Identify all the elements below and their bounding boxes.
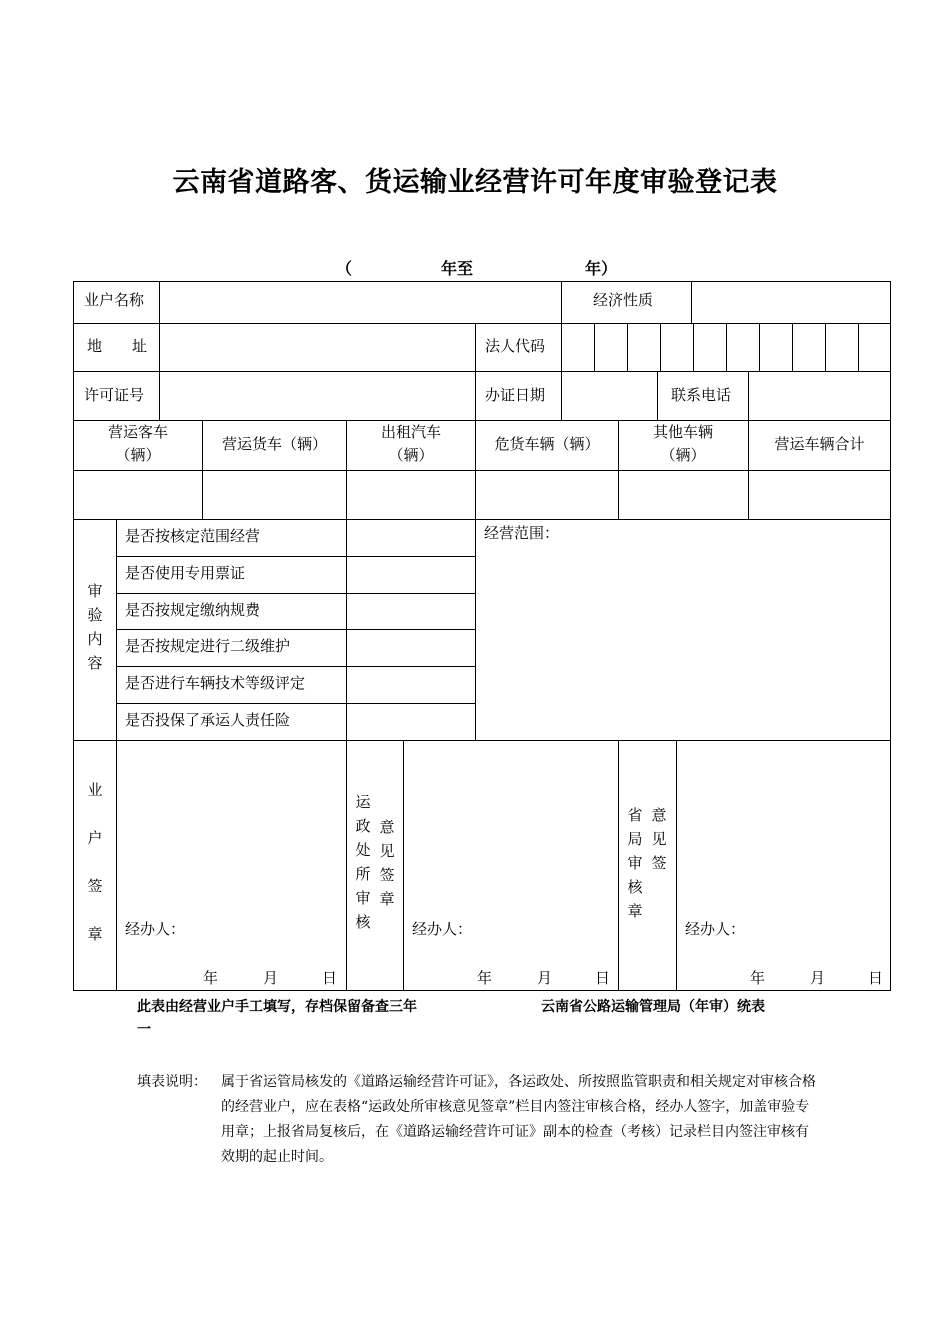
review-answer-cell[interactable] [347,594,475,629]
province-bureau-signature-area[interactable] [677,741,890,911]
vehicles-header-other: 其他车辆（辆） [652,423,713,464]
transport-office-label-col2: 意见签章 [379,818,395,908]
vehicles-header-passenger: 营运客车（辆） [107,423,168,464]
review-answer-cell[interactable] [347,557,475,593]
period-year-to: 年至 [441,259,474,278]
owner-seal-label: 业户签章 [87,781,103,943]
period-open-paren: （ [336,259,353,278]
owner-name-label: 业户名称 [84,291,145,309]
business-scope-field[interactable] [476,546,890,740]
instructions-label: 填表说明： [137,1074,207,1090]
issue-date-label: 办证日期 [485,386,546,404]
license-no-label: 许可证号 [84,386,145,404]
transport-office-signature-area[interactable] [404,741,618,911]
review-item: 是否按核定范围经营 [125,527,261,545]
transport-office-date-month: 月 [537,969,553,987]
vehicles-passenger-count[interactable] [74,471,202,519]
review-item: 是否使用专用票证 [125,564,246,582]
economic-nature-label: 经济性质 [593,291,654,309]
vehicles-hazardous-count[interactable] [476,471,618,519]
vehicles-header-freight: 营运货车（辆） [221,435,327,453]
address-field[interactable] [160,324,475,371]
owner-date-day: 日 [322,969,338,987]
owner-date-month: 月 [263,969,279,987]
license-no-field[interactable] [160,372,475,420]
form-title: 云南省道路客、货运输业经营许可年度审验登记表 [172,167,778,198]
phone-field[interactable] [749,372,890,420]
address-label: 地 址 [87,337,148,355]
vehicles-header-hazardous: 危货车辆（辆） [494,435,600,453]
legal-code-boxes[interactable] [562,324,890,371]
review-answer-cell[interactable] [347,630,475,666]
owner-handler-label: 经办人： [125,920,186,938]
review-answer-cell[interactable] [347,667,475,703]
footer-issuer: 云南省公路运输管理局（年审）统表 [541,999,765,1015]
review-section-label: 审验内容 [87,582,103,672]
transport-office-handler-label: 经办人： [412,920,473,938]
phone-label: 联系电话 [671,386,732,404]
transport-office-date-day: 日 [595,969,611,987]
vehicles-total-count[interactable] [749,471,890,519]
review-answer-cell[interactable] [347,704,475,740]
province-bureau-date-day: 日 [868,969,884,987]
owner-signature-area[interactable] [117,741,346,911]
business-scope-label: 经营范围： [484,524,560,542]
review-item: 是否按规定缴纳规费 [125,601,261,619]
vehicles-header-taxi: 出租汽车（辆） [380,423,441,464]
province-bureau-label-col2: 意见签 [651,806,667,872]
legal-code-label: 法人代码 [485,337,546,355]
period-year-close: 年） [585,259,618,278]
transport-office-date-year: 年 [477,969,493,987]
economic-nature-field[interactable] [692,282,890,323]
instructions-text: 属于省运管局核发的《道路运输经营许可证》，各运政处、所按照监管职责和相关规定对审核合格的经营业户，应在表格“运政处所审核意见签章”栏目内签注审核合格，经办人签字，加盖审验专用章；上报省局复核后，在《道路运输经营许可证》副本的检查（考核）记录栏目内签注审核有效期的起止时间。 [221,1074,816,1165]
review-item: 是否按规定进行二级维护 [125,637,291,655]
province-bureau-handler-label: 经办人： [685,920,746,938]
review-answer-cell[interactable] [347,520,475,556]
review-item: 是否投保了承运人责任险 [125,711,291,729]
province-bureau-date-month: 月 [810,969,826,987]
province-bureau-date-year: 年 [750,969,766,987]
vehicles-header-total: 营运车辆合计 [774,435,865,453]
owner-date-year: 年 [203,969,219,987]
transport-office-label-col1: 运政处所审核 [355,793,371,931]
vehicles-freight-count[interactable] [203,471,346,519]
registration-form-table [73,281,891,991]
vehicles-other-count[interactable] [619,471,748,519]
issue-date-field[interactable] [562,372,657,420]
province-bureau-label-col1: 省局审核章 [627,806,643,920]
review-item: 是否进行车辆技术等级评定 [125,674,306,692]
footer-issuer-wrap: 一 [137,1022,151,1038]
vehicles-taxi-count[interactable] [347,471,475,519]
footer-archive-note: 此表由经营业户手工填写，存档保留备查三年 [137,999,417,1015]
owner-name-field[interactable] [160,282,561,323]
